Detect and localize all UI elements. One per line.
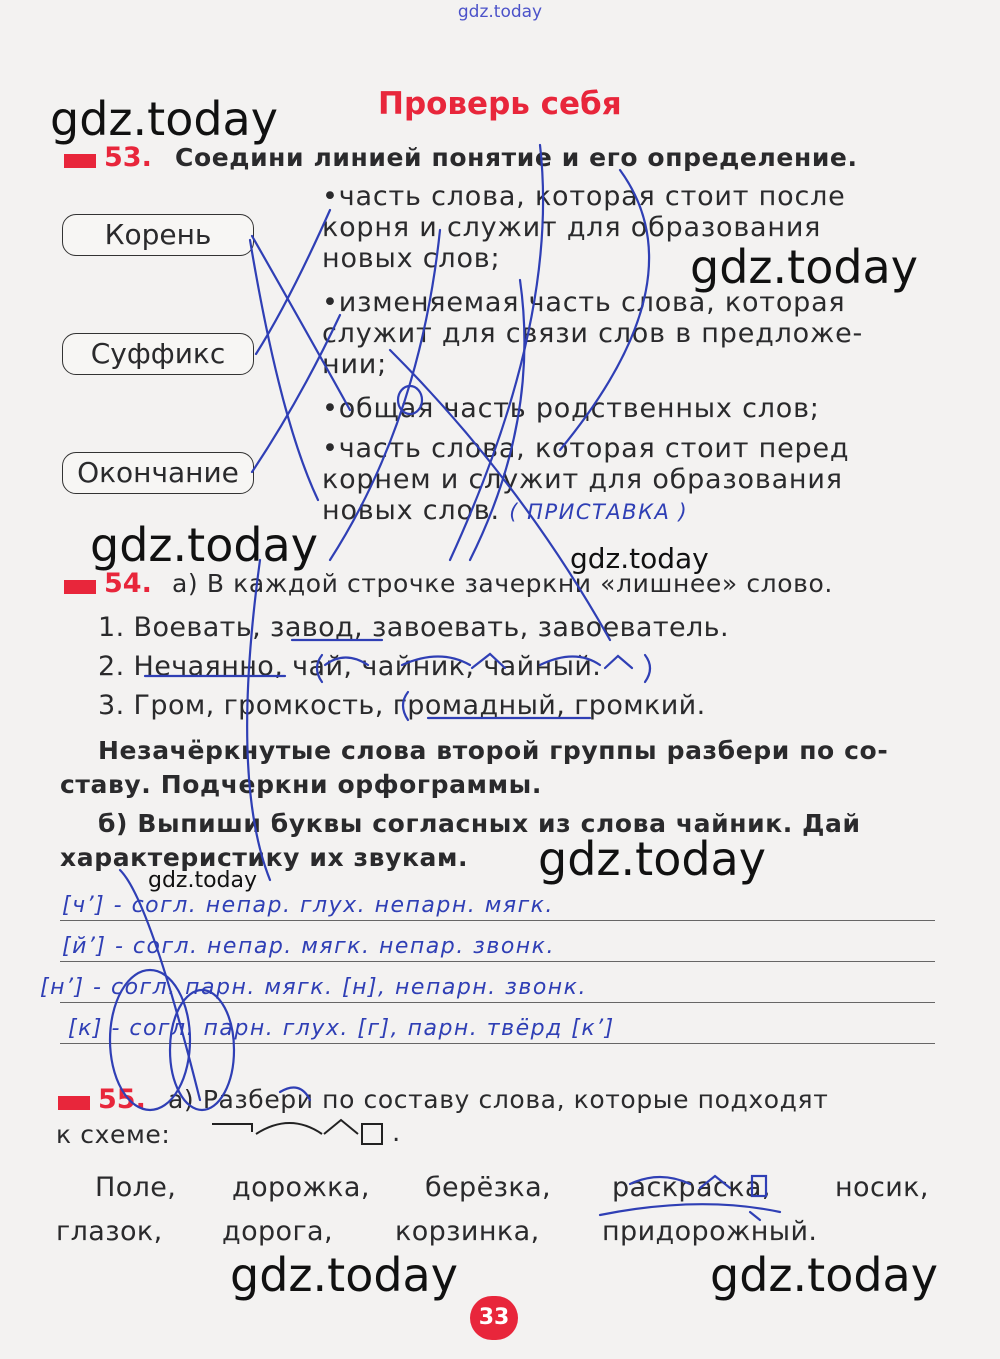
task-55-part-a-line-1: а) Разбери по составу слова, которые подходят bbox=[168, 1085, 829, 1114]
definition-3: •общая часть родственных слов; bbox=[322, 393, 820, 424]
word-korzinka: корзинка, bbox=[395, 1216, 540, 1247]
writing-line-4 bbox=[60, 1043, 935, 1044]
writing-line-2 bbox=[60, 961, 935, 962]
word-row-1: 1. Воевать, завод, завоевать, завоеватель. bbox=[98, 612, 729, 643]
handwritten-answer-3: [н’] - согл. парн. мягк. [н], непарн. звонк. bbox=[40, 975, 587, 1000]
watermark-7: gdz.today bbox=[230, 1248, 458, 1302]
connector-extra-line bbox=[250, 240, 318, 500]
word-doroga: дорога, bbox=[222, 1216, 333, 1247]
task-54-part-a: а) В каждой строчке зачеркни «лишнее» слово. bbox=[172, 569, 833, 598]
word-glazok: глазок, bbox=[56, 1216, 163, 1247]
definition-2: •изменяемая часть слова, которая служит для связи слов в предложе- нии; bbox=[322, 287, 864, 380]
word-pole: Поле, bbox=[95, 1172, 177, 1203]
task-54-part-b-line-2: характеристику их звукам. bbox=[60, 843, 469, 872]
handwritten-answer-4: [к] - согл. парн. глух. [г], парн. твёрд [к’] bbox=[68, 1016, 615, 1041]
top-watermark: gdz.today bbox=[457, 2, 543, 22]
watermark-5: gdz.today bbox=[538, 832, 766, 886]
writing-line-3 bbox=[60, 1002, 935, 1003]
task-54-part-b-line-1: б) Выпиши буквы согласных из слова чайник. Дай bbox=[98, 809, 861, 838]
definition-1: •часть слова, которая стоит после корня и служит для образования новых слов; bbox=[322, 181, 846, 274]
task-54-para-line-2: ставу. Подчеркни орфограммы. bbox=[60, 770, 542, 799]
word-beryozka: берёзка, bbox=[425, 1172, 552, 1203]
handwritten-answer-2: [й’] - согл. непар. мягк. непар. звонк. bbox=[62, 934, 555, 959]
word-raskraska: раскраска, bbox=[612, 1172, 771, 1203]
root-arc-icon bbox=[256, 1123, 322, 1134]
handwritten-prefix-note: ( ПРИСТАВКА ) bbox=[509, 500, 689, 524]
bullet-icon: • bbox=[322, 433, 339, 464]
word-row-2: 2. Нечаянно, чай, чайник, чайный. bbox=[98, 651, 602, 682]
task-55-part-a-line-2: к схеме: bbox=[56, 1120, 171, 1149]
definition-4: •часть слова, которая стоит перед корнем и служит для образования новых слов. ( ПРИСТАВКА ) bbox=[322, 433, 850, 526]
word-nosik: носик, bbox=[835, 1172, 929, 1203]
term-suffix: Суффикс bbox=[62, 333, 254, 375]
word-dorozhka: дорожка, bbox=[232, 1172, 370, 1203]
prefix-icon bbox=[212, 1124, 252, 1132]
suffix-icon bbox=[324, 1120, 358, 1134]
task-53-marker bbox=[64, 154, 96, 168]
watermark-1: gdz.today bbox=[50, 92, 278, 146]
page-number-badge: 33 bbox=[470, 1296, 518, 1340]
bullet-icon: • bbox=[322, 181, 339, 212]
task-53-number: 53. bbox=[104, 142, 152, 173]
bullet-icon: • bbox=[322, 393, 339, 424]
scheme-period: . bbox=[392, 1118, 401, 1148]
word-row-3: 3. Гром, громкость, громадный, громкий. bbox=[98, 690, 706, 721]
task-54-para-line-1: Незачёркнутые слова второй группы разбери по со- bbox=[98, 736, 889, 765]
watermark-3: gdz.today bbox=[90, 518, 318, 572]
task-55-number: 55. bbox=[98, 1084, 146, 1115]
task-53-instruction: Соедини линией понятие и его определение. bbox=[175, 143, 858, 172]
term-root: Корень bbox=[62, 214, 254, 256]
ending-box-icon bbox=[362, 1124, 382, 1144]
word-pridorozhny: придорожный. bbox=[602, 1216, 818, 1247]
term-ending: Окончание bbox=[62, 452, 254, 494]
watermark-4: gdz.today bbox=[570, 542, 709, 575]
task-54-number: 54. bbox=[104, 568, 152, 599]
connector-suffix-line bbox=[256, 210, 330, 354]
bullet-icon: • bbox=[322, 287, 339, 318]
writing-line-1 bbox=[60, 920, 935, 921]
watermark-6: gdz.today bbox=[148, 868, 258, 893]
watermark-2: gdz.today bbox=[690, 240, 918, 294]
task-54-marker bbox=[64, 580, 96, 594]
section-title: Проверь себя bbox=[378, 86, 622, 122]
handwritten-answer-1: [ч’] - согл. непар. глух. непарн. мягк. bbox=[62, 893, 554, 918]
watermark-8: gdz.today bbox=[710, 1248, 938, 1302]
task-55-marker bbox=[58, 1096, 90, 1110]
